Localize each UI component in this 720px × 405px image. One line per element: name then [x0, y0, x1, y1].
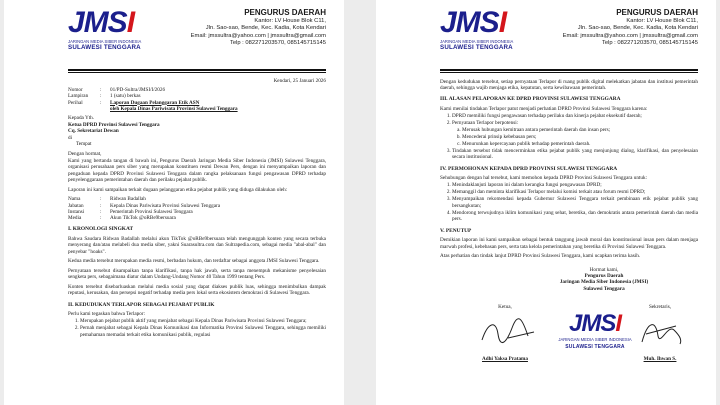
signature-area — [440, 304, 698, 374]
list-item: 2. Memanggil dan meminta klarifikasi Terlapor melalui komisi terkait atau forum resmi DPRD; — [452, 189, 698, 195]
section-2-list — [68, 318, 326, 338]
org-address: Jln. Sao-sao, Bende, Kec. Kadia, Kota Kendari — [205, 25, 326, 32]
section-4-title: IV. PERMOHONAN KEPADA DPRD PROVINSI SULAWESI TENGGARA — [440, 165, 618, 172]
letterhead — [440, 8, 698, 66]
section-5-title: V. PENUTUP — [440, 227, 472, 234]
closing-block: Hormat kami, Pengurus Daerah Jaringan Media Siber Indonesia (JMSI) Sulawesi Tenggara — [559, 266, 649, 292]
logo-region: SULAWESI TENGGARA — [68, 44, 141, 51]
org-email: Email: jmssultra@yahoo.com | jmssultra@gmail.com — [562, 32, 698, 39]
list-item: 2. Pernyataan Terlapor berpotensi: a. Merusak hubungan kemitraan antara pemerintah daerah dan insan pers; b. Mencederai prinsip kebebasan pers; c. Menurunkan kepercayaan publik terhadap pemerintah daerah. — [452, 120, 698, 147]
continuation-paragraph: Dengan kedudukan tersebut, setiap pernyataan Terlapor di ruang publik digital melekatkan jabatan dan institusi pemerintah daerah, sehingga wajib menjaga etika, kepatutan, serta kewibawaan pemerintah. — [440, 78, 698, 91]
sublist-item: a. Merusak hubungan kemitraan antara pemerintah daerah dan insan pers; — [462, 127, 698, 133]
sekretaris-signature-scribble — [636, 316, 686, 348]
section-1-paragraph: Bahwa Saudara Ridwan Badallah melalui akun TikTok @oRBe9bersuara telah mengunggah konten yang secara terbuka menyerang dan/atau melabeli dua media siber, yakni Suarasultra.com dan Sultrapedia.com, sebagai media "abal-abal" dan penyebar "hoaks". — [68, 236, 326, 255]
list-item: 1. DPRD memiliki fungsi pengawasan terhadap perilaku dan kinerja pejabat eksekutif daerah; — [452, 113, 698, 119]
reported-row: Nama : Ridwan Badallah — [68, 196, 146, 203]
reported-party — [68, 196, 220, 221]
logo-tagline: JARINGAN MEDIA SIBER INDONESIA — [440, 39, 514, 44]
org-title: PENGURUS DAERAH — [244, 8, 326, 17]
section-3-list — [440, 113, 698, 161]
reported-row: Media : Akun TikTok @oRBe9bersuara — [68, 215, 176, 222]
section-1-title: I. KRONOLOGI SINGKAT — [68, 226, 134, 233]
sublist-item: c. Menurunkan kepercayaan publik terhadap pemerintah daerah. — [462, 141, 698, 147]
letterhead-rule-thin — [440, 72, 698, 73]
list-item: 1. Menindaklanjuti laporan ini dalam kerangka fungsi pengawasan DPRD; — [452, 182, 698, 188]
list-item: 4. Mendorong terwujudnya iklim komunikasi yang sehat, beretika, dan demokratis antara pemerintah daerah dan media pers. — [452, 210, 698, 223]
letterhead-rule-thick — [440, 69, 698, 71]
org-phone: Telp : 082271203570, 085145715145 — [601, 40, 698, 47]
intro-paragraph: Kami yang bertanda tangan di bawah ini, Pengurus Daerah Jaringan Media Siber Indonesia (JMSI) Sulawesi Tenggara, organisasi perusahaan pers siber yang merupakan konstituen resmi Dewan Pers, dengan ini menyampaikan laporan dan pengaduan kepada DPRD Provinsi Sulawesi Tenggara dalam rangka pelaksanaan fungsi pengawasan DPRD terhadap penyelenggaraan pemerintahan daerah dan perilaku pejabat publik. — [68, 158, 326, 184]
letter-page-1 — [4, 0, 344, 405]
meta-row: Nomor : 01/PD-Sultra/JMSI/I/2026 — [68, 87, 166, 93]
org-address: Jln. Sao-sao, Bende, Kec. Kadia, Kota Kendari — [577, 25, 698, 32]
reported-intro: Laporan ini kami sampaikan terkait dugaan pelanggaran etika pejabat publik yang diduga dilakukan oleh: — [68, 186, 288, 193]
jmsi-stamp-logo: JMSI JARINGAN MEDIA SIBER INDONESIA SULAWESI TENGGARA — [558, 310, 632, 350]
sublist-item: b. Mencederai prinsip kebebasan pers; — [462, 134, 698, 140]
letterhead-rule-thick — [68, 69, 326, 71]
ketua-signature-scribble — [478, 316, 538, 348]
org-contact — [191, 8, 326, 48]
section-3-title: III. ALASAN PELAPORAN KE DPRD PROVINSI SULAWESI TENGGARA — [440, 96, 621, 103]
sekretaris-label: Sekretaris, — [648, 304, 672, 311]
section-3-intro: Kami menilai tindakan Terlapor patut menjadi perhatian DPRD Provinsi Sulawesi Tenggara karena: — [440, 106, 648, 112]
section-2-intro: Perlu kami tegaskan bahwa Terlapor: — [68, 311, 146, 318]
section-4-intro: Sehubungan dengan hal tersebut, kami memohon kepada DPRD Provinsi Sulawesi Tenggara untuk: — [440, 175, 648, 182]
recipient: Kepada Yth. Ketua DPRD Provinsi Sulawesi Tenggara Cq. Sekretariat Dewan di Tempat — [68, 115, 160, 147]
org-phone: Telp : 082271203570, 085145715145 — [229, 40, 326, 47]
letter-body-1 — [68, 78, 326, 339]
reported-row: Instansi : Pemerintah Provinsi Sulawesi Tenggara — [68, 208, 193, 215]
org-title: PENGURUS DAERAH — [616, 8, 698, 17]
letter-date: Kendari, 25 Januari 2026 — [273, 77, 326, 84]
section-2-title: II. KEDUDUKAN TERLAPOR SEBAGAI PEJABAT PUBLIK — [68, 301, 215, 308]
logo-tagline: JARINGAN MEDIA SIBER INDONESIA — [68, 39, 142, 44]
reported-row: Jabatan : Kepala Dinas Pariwisata Provinsi Sulawesi Tenggara — [68, 202, 221, 209]
org-office: Kantor: LV House Blok C11, — [626, 18, 698, 24]
letter-page-2 — [376, 0, 716, 405]
org-office: Kantor: LV House Blok C11, — [254, 18, 326, 24]
section-1-paragraph: Pernyataan tersebut disampaikan tanpa klarifikasi, tanpa hak jawab, serta tanpa menempuh mekanisme penyelesaian sengketa pers, sebagaimana diatur dalam Undang-Undang Nomor 40 Tahun 1999 tentang Pers. — [68, 268, 326, 281]
section-1-paragraph: Kedua media tersebut merupakan media resmi, berbadan hukum, dan terdaftar sebagai anggota JMSI Sulawesi Tenggara. — [68, 258, 320, 265]
meta-row: Lampiran : 1 (satu) berkas — [68, 93, 141, 100]
list-item: 1. Merupakan pejabat publik aktif yang menjabat sebagai Kepala Dinas Pariwisata Provinsi Sulawesi Tenggara; — [80, 318, 326, 324]
thanks-paragraph: Atas perhatian dan tindak lanjut DPRD Provinsi Sulawesi Tenggara, kami ucapkan terima kasih. — [440, 253, 641, 260]
ketua-label: Ketua, — [498, 304, 512, 311]
signature-ketua — [460, 304, 550, 363]
signature-sekretaris — [630, 304, 690, 363]
jmsi-logo: JMSI JARINGAN MEDIA SIBER INDONESIA SULAWESI TENGGARA — [68, 8, 178, 51]
meta-row: Perihal : Laporan Dugaan Pelanggaran Etik ASN — [68, 99, 200, 106]
logo-region: SULAWESI TENGGARA — [440, 44, 513, 51]
org-contact — [563, 8, 698, 48]
list-item: 3. Tindakan tersebut tidak mencerminkan etika pejabat publik yang menjunjung dialog, klarifikasi, dan penyelesaian secara institusional. — [452, 148, 698, 161]
letter-meta — [68, 87, 238, 112]
meta-row: oleh Kepala Dinas Pariwisata Provinsi Sulawesi Tenggara — [110, 105, 238, 112]
letter-body-2 — [440, 79, 698, 375]
sekretaris-name: Muh. Ihwan S. — [643, 356, 677, 363]
letterhead — [68, 8, 326, 66]
org-email: Email: jmssultra@yahoo.com | jmssultra@gmail.com — [190, 32, 326, 39]
salutation: Dengan hormat, — [68, 150, 102, 157]
ketua-name: Adhi Yaksa Pratama — [482, 356, 528, 363]
jmsi-logo: JMSI JARINGAN MEDIA SIBER INDONESIA SULAWESI TENGGARA — [440, 8, 550, 51]
list-item: 3. Menyampaikan rekomendasi kepada Gubernur Sulawesi Tenggara terkait pembinaan etik pejabat publik yang bersangkutan; — [452, 196, 698, 209]
letterhead-rule-thin — [68, 72, 326, 73]
section-4-list — [440, 182, 698, 222]
section-1-paragraph: Konten tersebut disebarluaskan melalui media sosial yang dapat diakses publik luas, sehingga menimbulkan dampak reputasi, kerusakan, dan persepsi negatif terhadap media pers lokal serta ekosistem demokrasi di Sulawesi Tenggara. — [68, 284, 326, 297]
list-item: 2. Pernah menjabat sebagai Kepala Dinas Komunikasi dan Informatika Provinsi Sulawesi Tenggara, sehingga memiliki pemahaman memadai terkait etika komunikasi publik, regulasi — [80, 325, 326, 338]
section-3-sublist — [452, 127, 698, 147]
closing-paragraph: Demikian laporan ini kami sampaikan sebagai bentuk tanggung jawab moral dan konstitusional insan pers dalam menjaga marwah profesi, kebebasan pers, serta tata kelola pemerintahan yang beretika di Provinsi Sulawesi Tenggara. — [440, 237, 698, 250]
